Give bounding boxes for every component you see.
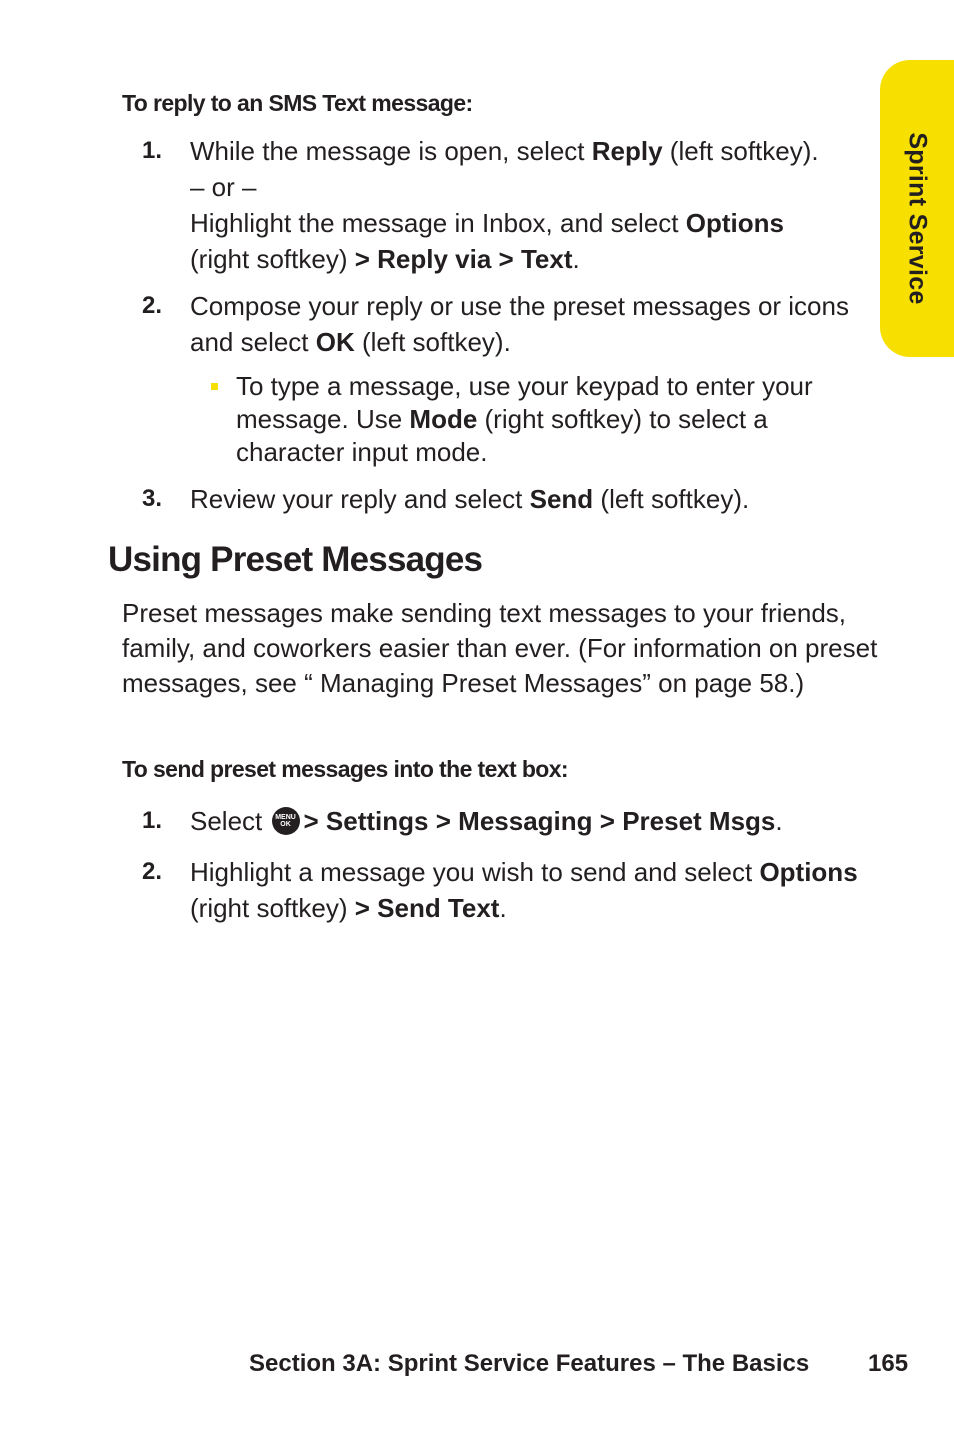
side-tab: [880, 60, 954, 357]
or-separator: – or –: [190, 172, 257, 202]
arrow-separator: >: [354, 244, 370, 274]
bullet-text: (right softkey) to select a character input mode.: [236, 404, 768, 467]
step-text: (right softkey): [190, 893, 355, 923]
settings-key: Settings: [325, 806, 429, 836]
step-number: 2.: [142, 292, 163, 319]
side-tab-label: Sprint Service: [903, 132, 932, 305]
menu-key-top-label: MENU: [275, 814, 296, 821]
footer-section-label: Section 3A: Sprint Service Features – The Basics: [249, 1350, 810, 1377]
text-key: Text: [520, 244, 573, 274]
step-text: (left softkey).: [662, 136, 819, 166]
step-text: Compose your reply or use the preset messages or icons and select: [190, 291, 849, 357]
arrow-separator: >: [435, 806, 451, 836]
step-number: 2.: [142, 858, 163, 885]
reply-heading: To reply to an SMS Text message:: [122, 90, 473, 116]
reply-key: Reply: [591, 136, 663, 166]
options-key: Options: [685, 208, 784, 238]
step-text: Highlight the message in Inbox, and select: [190, 208, 686, 238]
step-text: (left softkey).: [354, 327, 511, 357]
page-number: 165: [868, 1350, 909, 1377]
step-text: (left softkey).: [593, 484, 750, 514]
step-number: 1.: [142, 807, 163, 834]
step-text: Review your reply and select: [190, 484, 530, 514]
reply-via-key: Reply via: [377, 244, 492, 274]
reply-step-3: [142, 481, 862, 517]
period: .: [775, 806, 783, 836]
bullet-text: To type a message, use your keypad to enter your message. Use: [236, 371, 813, 434]
step-text: While the message is open, select: [190, 136, 592, 166]
reply-step-2: [142, 288, 862, 360]
preset-step-1: [142, 803, 862, 839]
period: .: [499, 893, 507, 923]
bullet-square-icon: [211, 383, 218, 390]
send-key: Send: [529, 484, 594, 514]
mode-key: Mode: [409, 404, 478, 434]
reply-step-1: [142, 133, 862, 277]
menu-ok-key-icon: [272, 807, 300, 835]
menu-key-bottom-label: OK: [280, 821, 291, 828]
intro-paragraph: Preset messages make sending text messages to your friends, family, and coworkers easier than ever. (For information on preset messages, see “ Managing Preset Messages” on page 58.): [122, 598, 878, 698]
step-number: 3.: [142, 485, 163, 512]
mode-bullet: [211, 370, 831, 469]
arrow-separator: >: [354, 893, 370, 923]
send-text-key: Send Text: [377, 893, 500, 923]
messaging-key: Messaging: [458, 806, 593, 836]
arrow-separator: >: [303, 806, 319, 836]
section-title: Using Preset Messages: [108, 540, 483, 579]
step-number: 1.: [142, 137, 163, 164]
ok-key: OK: [315, 327, 355, 357]
step-text: (right softkey): [190, 244, 355, 274]
send-preset-heading: To send preset messages into the text box:: [122, 756, 568, 782]
preset-msgs-key: Preset Msgs: [622, 806, 776, 836]
preset-step-2: [142, 854, 862, 926]
step-text: Select: [190, 806, 270, 836]
period: .: [572, 244, 580, 274]
arrow-separator: >: [498, 244, 514, 274]
step-text: Highlight a message you wish to send and select: [190, 857, 760, 887]
arrow-separator: >: [599, 806, 615, 836]
options-key: Options: [759, 857, 858, 887]
